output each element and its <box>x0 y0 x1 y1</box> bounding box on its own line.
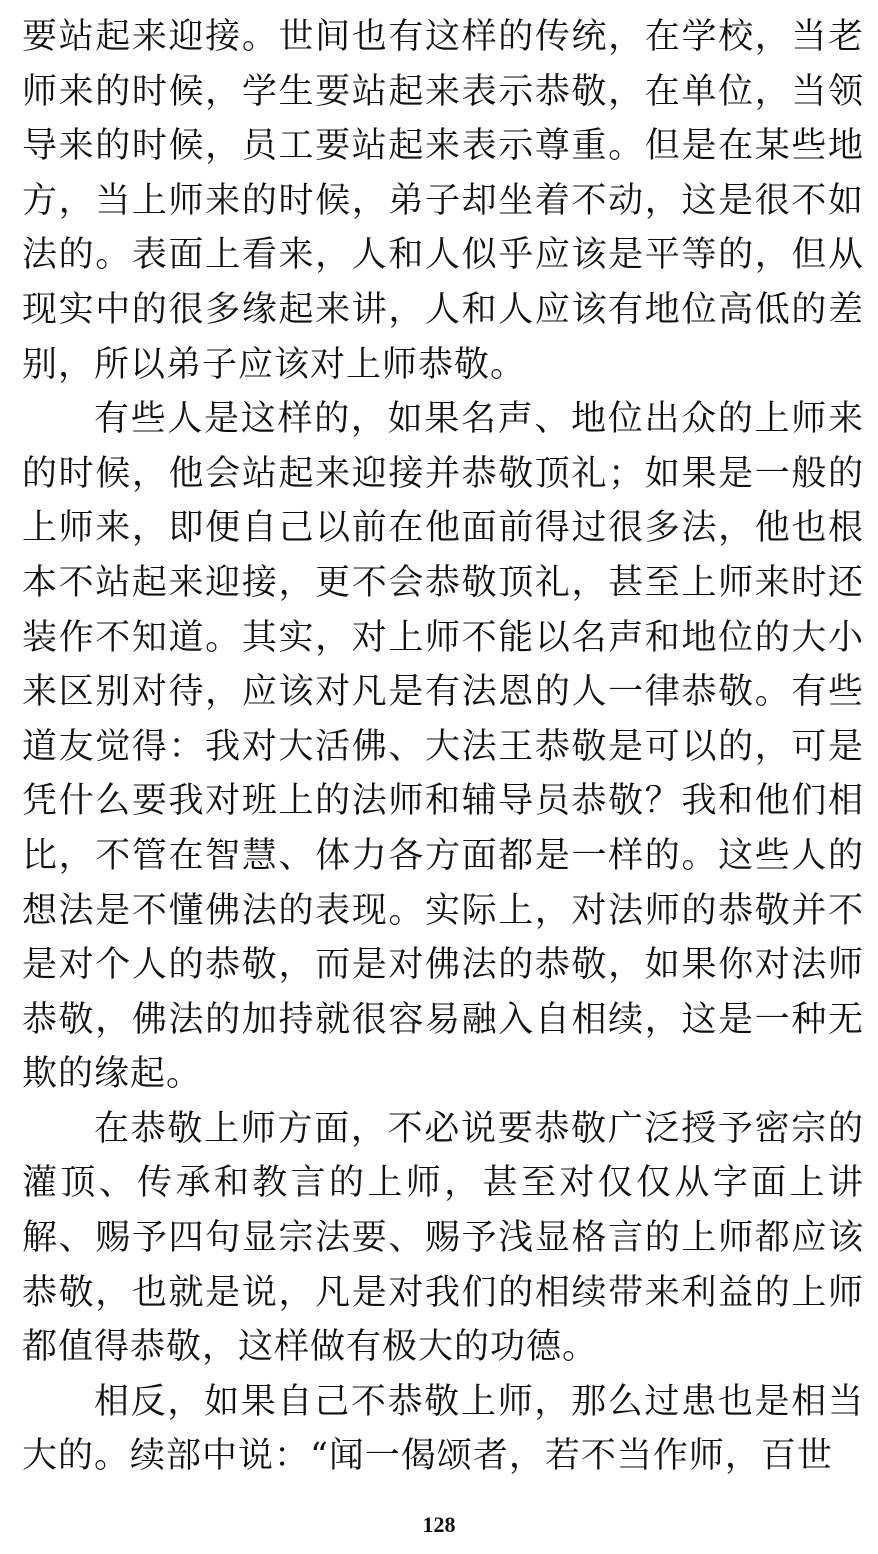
body-text <box>22 10 864 1484</box>
paragraph-1: 要站起来迎接。世间也有这样的传统，在学校，当老师来的时候，学生要站起来表示恭敬，在单位，当领导来的时候，员工要站起来表示尊重。但是在某些地方，当上师来的时候，弟子却坐着不动，这是很不如法的。表面上看来，人和人似乎应该是平等的，但从现实中的很多缘起来讲，人和人应该有地位高低的差别，所以弟子应该对上师恭敬。 <box>22 17 864 385</box>
page-number: 128 <box>422 1512 456 1537</box>
paragraph-3: 在恭敬上师方面，不必说要恭敬广泛授予密宗的灌顶、传承和教言的上师，甚至对仅仅从字面上讲解、赐予四句显宗法要、赐予浅显格言的上师都应该恭敬，也就是说，凡是对我们的相续带来利益的上师都值得恭敬，这样做有极大的功德。 <box>22 1108 864 1368</box>
paragraph-2: 有些人是这样的，如果名声、地位出众的上师来的时候，他会站起来迎接并恭敬顶礼；如果是一般的上师来，即便自己以前在他面前得过很多法，他也根本不站起来迎接，更不会恭敬顶礼，甚至上师来时还装作不知道。其实，对上师不能以名声和地位的大小来区别对待，应该对凡是有法恩的人一律恭敬。有些道友觉得：我对大活佛、大法王恭敬是可以的，可是凭什么要我对班上的法师和辅导员恭敬？我和他们相比，不管在智慧、体力各方面都是一样的。这些人的想法是不懂佛法的表现。实际上，对法师的恭敬并不是对个人的恭敬，而是对佛法的恭敬，如果你对法师恭敬，佛法的加持就很容易融入自相续，这是一种无欺的缘起。 <box>22 399 864 1095</box>
paragraph-4: 相反，如果自己不恭敬上师，那么过患也是相当大的。续部中说：“闻一偈颂者，若不当作师，百世 <box>22 1381 864 1477</box>
